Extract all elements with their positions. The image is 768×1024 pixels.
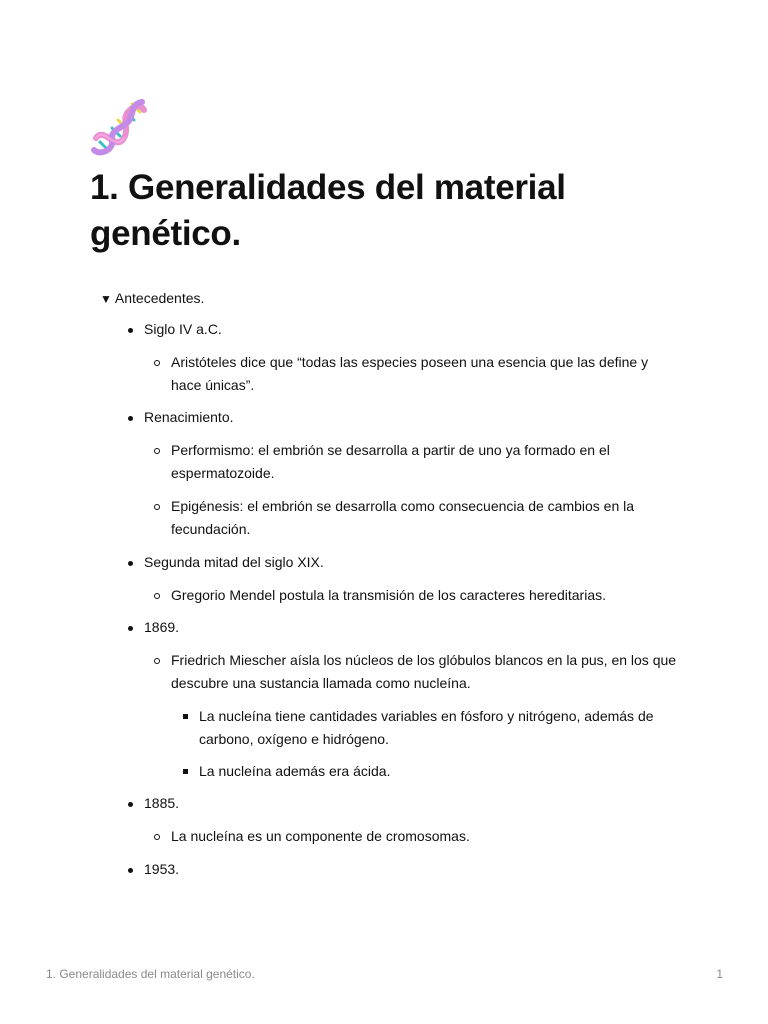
list-item (171, 584, 681, 607)
list-item-text: 1953. (144, 861, 180, 877)
bullet-disc-icon (128, 416, 133, 421)
toggle-label: Antecedentes. (114, 290, 205, 306)
bullet-square-icon (183, 769, 188, 774)
bullet-circle-icon (154, 360, 160, 366)
bullet-disc-icon (128, 802, 133, 807)
list-item (171, 825, 681, 848)
bullet-disc-icon (128, 328, 133, 333)
list-item (144, 616, 684, 639)
list-item-text: Renacimiento. (144, 409, 234, 425)
list-item-text: 1885. (144, 795, 180, 811)
list-item (171, 649, 681, 695)
list-item (144, 551, 684, 574)
list-item (171, 351, 681, 397)
list-item-text: Epigénesis: el embrión se desarrolla como consecuencia de cambios en la fecundación. (171, 498, 635, 537)
list-item (199, 705, 679, 751)
list-item (171, 439, 681, 485)
bullet-disc-icon (128, 868, 133, 873)
list-item (144, 792, 684, 815)
triangle-down-icon[interactable]: ▼ (100, 292, 112, 306)
list-item-text: Siglo IV a.C. (144, 321, 222, 337)
list-item-text: Performismo: el embrión se desarrolla a partir de uno ya formado en el espermatozoide. (171, 442, 610, 481)
bullet-circle-icon (154, 593, 160, 599)
bullet-circle-icon (154, 504, 160, 510)
list-item-text: 1869. (144, 619, 180, 635)
list-item-text: Friedrich Miescher aísla los núcleos de los glóbulos blancos en la pus, en los que descubre una sustancia llamada como nucleína. (171, 652, 677, 691)
list-item-text: La nucleína es un componente de cromosomas. (171, 828, 470, 844)
bullet-circle-icon (154, 658, 160, 664)
list-item-text: Gregorio Mendel postula la transmisión de los caracteres hereditarias. (171, 587, 606, 603)
dna-icon (90, 98, 148, 156)
list-item (144, 318, 684, 341)
footer-page-number: 1 (716, 967, 723, 981)
bullet-square-icon (183, 714, 188, 719)
footer-title: 1. Generalidades del material genético. (46, 967, 255, 981)
list-item (171, 495, 681, 541)
list-item-text: La nucleína tiene cantidades variables en fósforo y nitrógeno, además de carbono, oxígeno e hidrógeno. (199, 708, 654, 747)
bullet-disc-icon (128, 626, 133, 631)
bullet-disc-icon (128, 561, 133, 566)
toggle-antecedentes[interactable] (100, 288, 204, 309)
list-item (144, 406, 684, 429)
list-item (144, 858, 684, 881)
list-item-text: La nucleína además era ácida. (199, 763, 391, 779)
list-item-text: Segunda mitad del siglo XIX. (144, 554, 324, 570)
list-item (199, 760, 679, 783)
page-title: 1. Generalidades del material genético. (90, 168, 566, 253)
list-item-text: Aristóteles dice que “todas las especies poseen una esencia que las define y hace únicas”. (171, 354, 649, 393)
bullet-circle-icon (154, 834, 160, 840)
bullet-circle-icon (154, 448, 160, 454)
